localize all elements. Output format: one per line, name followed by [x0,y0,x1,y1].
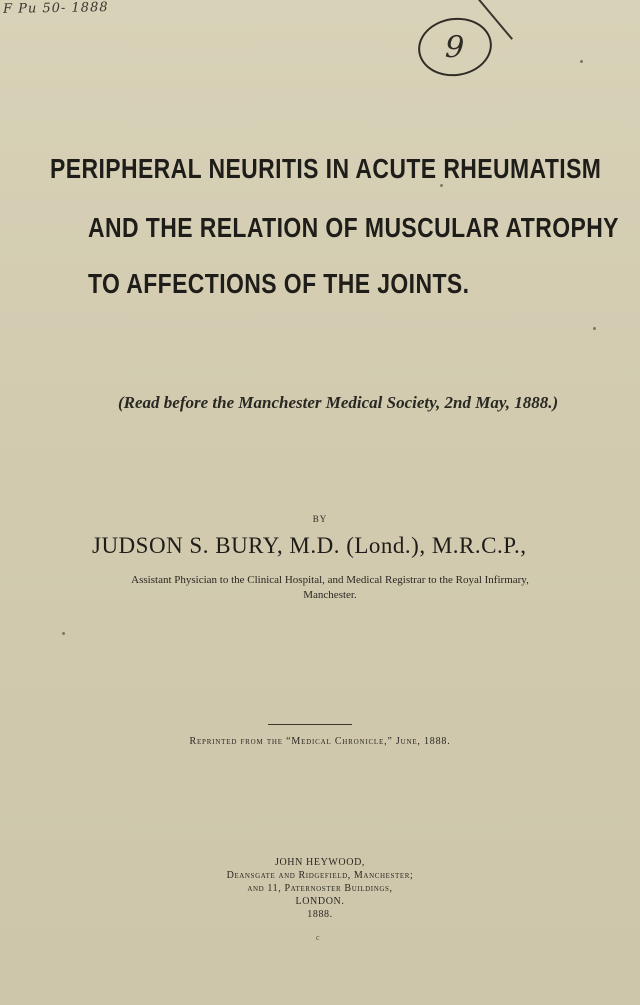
imprint-line-3: and 11, Paternoster Buildings, [247,883,393,894]
affiliation-line-1: Assistant Physician to the Clinical Hospital, and Medical Registrar to the Royal Infirmary, [131,574,529,586]
divider-rule [268,724,352,725]
author-name: JUDSON S. BURY, M.D. (Lond.), M.R.C.P., [92,533,527,558]
paper-speck [580,60,583,63]
page-mark: c [316,933,320,942]
by-label: BY [312,514,328,524]
title-line-3: TO AFFECTIONS OF THE JOINTS. [88,268,470,299]
read-before-note: (Read before the Manchester Medical Society, 2nd May, 1888.) [118,393,559,412]
paper-speck [62,632,65,635]
publisher-imprint [0,856,640,921]
handwritten-shelf-mark: F Pu 50- 1888 [2,0,109,17]
imprint-line-2: Deansgate and Ridgefield, Manchester; [226,870,414,881]
paper-speck [440,184,443,187]
paper-speck [593,327,596,330]
title-line-2: AND THE RELATION OF MUSCULAR ATROPHY [88,212,619,243]
affiliation-line-2: Manchester. [303,589,357,601]
stamp-mark: 9 [444,29,466,65]
library-stamp-icon [414,13,495,81]
title-line-1: PERIPHERAL NEURITIS IN ACUTE RHEUMATISM [50,153,602,184]
reprint-note: Reprinted from the “Medical Chronicle,” June, 1888. [189,736,451,747]
imprint-line-4: LONDON. [295,896,345,907]
imprint-line-5: 1888. [307,909,333,920]
imprint-line-1: JOHN HEYWOOD, [274,857,365,868]
author-affiliation [60,573,600,603]
